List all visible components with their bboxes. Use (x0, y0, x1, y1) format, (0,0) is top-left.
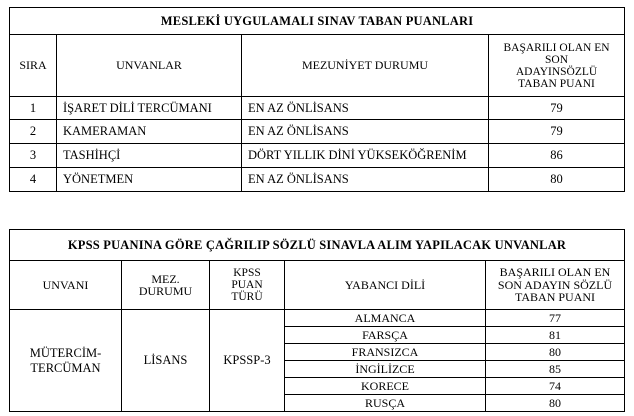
header-puan-line: BAŞARILI OLAN EN (499, 265, 611, 280)
header-puan-line: TABAN PUANI (514, 290, 596, 305)
header-mez-durumu (122, 261, 210, 310)
unvan-line: MÜTERCİM- (29, 345, 102, 360)
row-puan: 79 (489, 97, 625, 120)
score-cell: 74 (486, 378, 625, 395)
header-mez-line: DURUMU (138, 284, 193, 298)
header-yabanci-dil: YABANCI DİLİ (285, 261, 486, 310)
language-cell: KORECE (285, 378, 486, 395)
puan-turu-cell: KPSSP-3 (210, 310, 285, 412)
header-kpss-line: KPSS (233, 267, 261, 279)
header-puan-line: SON ADAYIN SÖZLÜ (497, 277, 613, 292)
header-puan-line: ADAYINSÖZLÜ (515, 65, 598, 78)
header-puan-line: BAŞARILI OLAN EN (503, 41, 610, 54)
header-sira: SIRA (10, 35, 57, 97)
score-cell: 77 (486, 310, 625, 327)
header-taban-puani (489, 35, 625, 97)
language-cell: RUSÇA (285, 395, 486, 412)
language-cell: FRANSIZCA (285, 344, 486, 361)
table-row (10, 120, 625, 144)
table2-title: KPSS PUANINA GÖRE ÇAĞRILIP SÖZLÜ SINAVLA ALIM YAPILACAK UNVANLAR (10, 230, 625, 261)
row-mezuniyet: DÖRT YILLIK DİNİ YÜKSEKÖĞRENİM (242, 144, 489, 168)
table-row (10, 310, 625, 327)
row-mezuniyet: EN AZ ÖNLİSANS (242, 97, 489, 120)
mezuniyet-cell: LİSANS (122, 310, 210, 412)
row-unvan: İŞARET DİLİ TERCÜMANI (57, 97, 242, 120)
kpss-titles-table (9, 229, 625, 412)
score-cell: 80 (486, 395, 625, 412)
row-unvan: TASHİHÇİ (57, 144, 242, 168)
row-sira: 4 (10, 168, 57, 192)
header-mez-line: MEZ. (151, 271, 180, 286)
exam-scores-table (9, 7, 625, 192)
table-row (10, 168, 625, 192)
unvan-line: TERCÜMAN (30, 360, 101, 375)
score-cell: 81 (486, 327, 625, 344)
language-cell: İNGİLİZCE (285, 361, 486, 378)
header-unvanlar: UNVANLAR (57, 35, 242, 97)
unvan-cell (10, 310, 122, 412)
score-cell: 85 (486, 361, 625, 378)
header-mezuniyet: MEZUNİYET DURUMU (242, 35, 489, 97)
language-cell: ALMANCA (285, 310, 486, 327)
row-puan: 79 (489, 120, 625, 144)
header-kpss-puan-turu (210, 261, 285, 310)
row-unvan: YÖNETMEN (57, 168, 242, 192)
table1-title: MESLEKİ UYGULAMALI SINAV TABAN PUANLARI (10, 8, 625, 35)
row-puan: 86 (489, 144, 625, 168)
table-row (10, 144, 625, 168)
score-cell: 80 (486, 344, 625, 361)
row-sira: 2 (10, 120, 57, 144)
language-cell: FARSÇA (285, 327, 486, 344)
row-mezuniyet: EN AZ ÖNLİSANS (242, 120, 489, 144)
row-unvan: KAMERAMAN (57, 120, 242, 144)
header-puan-line: SON (545, 53, 569, 66)
table-row (10, 97, 625, 120)
header-kpss-line: TÜRÜ (231, 291, 263, 303)
header-puan-line: TABAN PUANI (518, 77, 595, 90)
row-sira: 1 (10, 97, 57, 120)
row-puan: 80 (489, 168, 625, 192)
header-unvani: UNVANI (10, 261, 122, 310)
header-kpss-line: PUAN (231, 279, 263, 291)
row-sira: 3 (10, 144, 57, 168)
row-mezuniyet: EN AZ ÖNLİSANS (242, 168, 489, 192)
header-sozlu-taban-puani (486, 261, 625, 310)
